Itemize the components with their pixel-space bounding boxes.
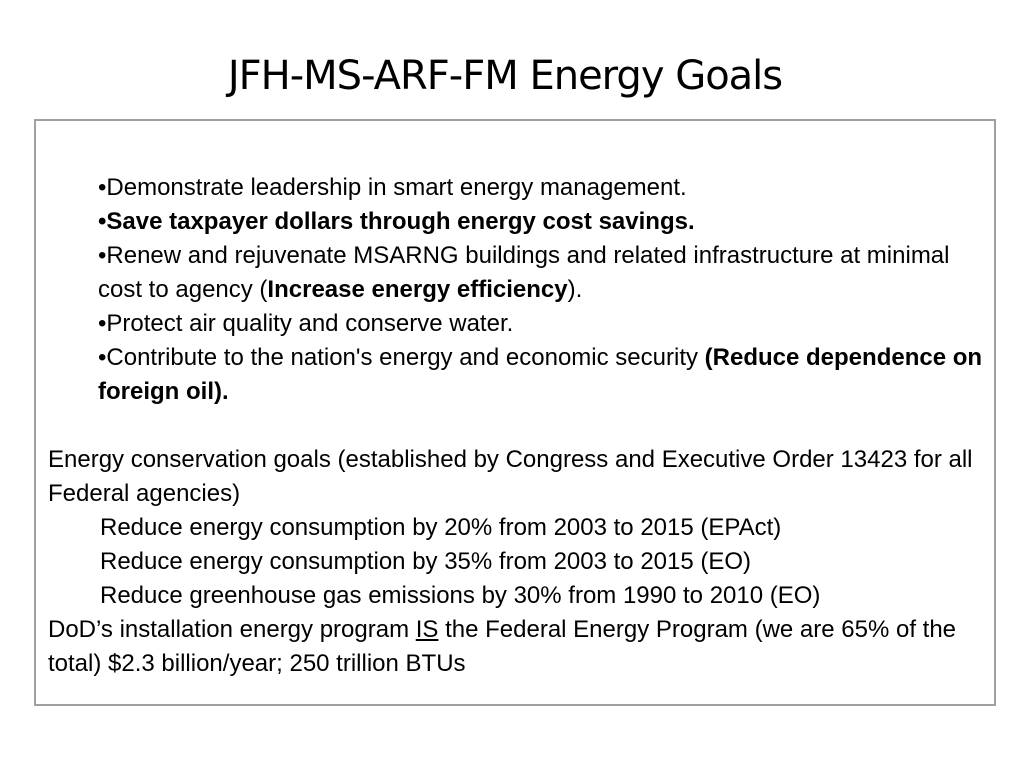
bullet-air-water: •Protect air quality and conserve water. (98, 310, 514, 337)
goals-intro: Energy conservation goals (established by Congress and Executive Order 13423 for all Federal agencies) (48, 446, 973, 507)
content-text (48, 171, 988, 681)
dod-text-rest: the Federal Energy Program (we are 65% of the total) $2.3 billion/year; 250 trillion BTUs (48, 616, 957, 677)
bullet-security-emphasis: (Reduce dependence on foreign oil). (98, 344, 983, 405)
bullet-taxpayer-savings: •Save taxpayer dollars through energy cost savings. (98, 208, 695, 235)
bullet-renew-buildings (48, 239, 988, 307)
bullet-renew-text: •Renew and rejuvenate MSARNG buildings and related infrastructure at minimal cost to agency ( (98, 242, 950, 303)
dod-program-statement (48, 613, 988, 681)
dod-underlined-is: IS (415, 616, 439, 643)
goal-item-epact: Reduce energy consumption by 20% from 2003 to 2015 (EPAct) (100, 514, 782, 541)
dod-text: DoD’s installation energy program (48, 616, 416, 643)
bullet-leadership: •Demonstrate leadership in smart energy management. (98, 174, 687, 201)
bullet-energy-security (48, 341, 988, 409)
bullet-security-text: •Contribute to the nation's energy and economic security (98, 344, 705, 371)
goal-item-eo-consumption: Reduce energy consumption by 35% from 2003 to 2015 (EO) (100, 548, 752, 575)
slide-title: JFH-MS-ARF-FM Energy Goals (227, 53, 783, 99)
content-box (34, 119, 996, 706)
bullet-renew-close: ). (567, 276, 583, 303)
bullet-renew-emphasis: Increase energy efficiency (267, 276, 568, 303)
goal-item-eo-emissions: Reduce greenhouse gas emissions by 30% from 1990 to 2010 (EO) (100, 582, 821, 609)
spacer (48, 409, 988, 443)
